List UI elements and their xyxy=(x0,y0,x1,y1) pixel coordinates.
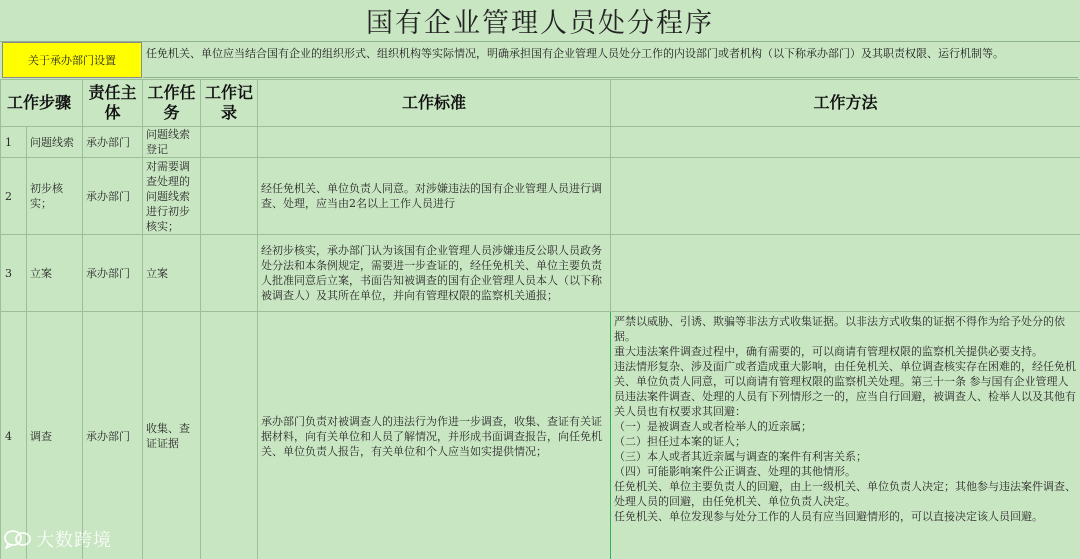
row-number[interactable]: 1 xyxy=(1,127,27,158)
subject-cell[interactable]: 承办部门 xyxy=(83,158,143,235)
record-cell[interactable] xyxy=(201,158,258,235)
row-number[interactable]: 3 xyxy=(1,235,27,312)
procedure-table xyxy=(0,79,1080,559)
method-line: （一）是被调查人或者检举人的近亲属； xyxy=(614,420,813,433)
method-line: （四）可能影响案件公正调查、处理的其他情形。 xyxy=(614,465,857,478)
department-setting-label[interactable]: 关于承办部门设置 xyxy=(2,42,142,78)
department-setting-text[interactable]: 任免机关、单位应当结合国有企业的组织形式、组织机构等实际情况，明确承担国有企业管理人员处分工作的内设部门或者机构（以下称承办部门）及其职责权限、运行机制等。 xyxy=(143,42,1078,78)
header-record[interactable]: 工作记录 xyxy=(201,80,258,127)
header-method[interactable]: 工作方法 xyxy=(611,80,1080,127)
method-line: 严禁以威胁、引诱、欺骗等非法方式收集证据。以非法方式收集的证据不得作为给予处分的依据。 xyxy=(614,315,1066,343)
method-line: 违法情形复杂、涉及面广或者造成重大影响，由任免机关、单位调查核实存在困难的，经任免机关、单位负责人同意，可以商请有管理权限的监察机关处理。第三十一条 参与国有企业管理人员违法案件调查、处理的人员有下列情形之一的，应当自行回避，被调查人、检举人以及其他有关人员也有权要求其回避： xyxy=(614,360,1077,418)
page-title: 国有企业管理人员处分程序 xyxy=(0,0,1080,42)
row-number[interactable]: 4 xyxy=(1,312,27,559)
standard-cell[interactable]: 承办部门负责对被调查人的违法行为作进一步调查，收集、查证有关证据材料，向有关单位和人员了解情况，并形成书面调查报告，向任免机关、单位负责人报告，有关单位和个人应当如实提供情况； xyxy=(258,312,611,559)
header-task[interactable]: 工作任务 xyxy=(143,80,201,127)
header-step[interactable]: 工作步骤 xyxy=(1,80,83,127)
method-line: 任免机关、单位主要负责人的回避，由上一级机关、单位负责人决定；其他参与违法案件调查、处理人员的回避，由任免机关、单位负责人决定。 xyxy=(614,480,1077,508)
method-cell[interactable] xyxy=(611,312,1080,559)
method-line: （三）本人或者其近亲属与调查的案件有利害关系； xyxy=(614,450,868,463)
record-cell[interactable] xyxy=(201,127,258,158)
table-row xyxy=(1,127,1080,158)
task-cell[interactable]: 对需要调查处理的问题线索进行初步核实； xyxy=(143,158,201,235)
subject-cell[interactable]: 承办部门 xyxy=(83,127,143,158)
method-cell[interactable] xyxy=(611,158,1080,235)
standard-cell[interactable]: 经初步核实，承办部门认为该国有企业管理人员涉嫌违反公职人员政务处分法和本条例规定，需要进一步查证的，经任免机关、单位主要负责人批准同意后立案，书面告知被调查的国有企业管理人员本人（以下称被调查人）及其所在单位，并向有管理权限的监察机关通报； xyxy=(258,235,611,312)
watermark-text: 大数跨境 xyxy=(36,530,112,551)
step-cell[interactable]: 调查 xyxy=(27,312,83,559)
method-line: （二）担任过本案的证人； xyxy=(614,435,747,448)
table-row xyxy=(1,312,1080,559)
record-cell[interactable] xyxy=(201,312,258,559)
table-row xyxy=(1,235,1080,312)
task-cell[interactable]: 问题线索登记 xyxy=(143,127,201,158)
row-number[interactable]: 2 xyxy=(1,158,27,235)
method-cell[interactable] xyxy=(611,235,1080,312)
table-row xyxy=(1,158,1080,235)
step-cell[interactable]: 初步核实； xyxy=(27,158,83,235)
method-cell[interactable] xyxy=(611,127,1080,158)
standard-cell[interactable]: 经任免机关、单位负责人同意。对涉嫌违法的国有企业管理人员进行调查、处理，应当由2名以上工作人员进行 xyxy=(258,158,611,235)
subject-cell[interactable]: 承办部门 xyxy=(83,235,143,312)
record-cell[interactable] xyxy=(201,235,258,312)
method-line: 重大违法案件调查过程中，确有需要的，可以商请有管理权限的监察机关提供必要支持。 xyxy=(614,345,1044,358)
header-standard[interactable]: 工作标准 xyxy=(258,80,611,127)
header-row xyxy=(1,80,1080,127)
task-cell[interactable]: 立案 xyxy=(143,235,201,312)
task-cell[interactable]: 收集、查证证据 xyxy=(143,312,201,559)
step-cell[interactable]: 问题线索 xyxy=(27,127,83,158)
header-subject[interactable]: 责任主体 xyxy=(83,80,143,127)
method-line: 任免机关、单位发现参与处分工作的人员有应当回避情形的，可以直接决定该人员回避。 xyxy=(614,510,1044,523)
watermark xyxy=(4,526,112,552)
chat-bubbles-icon xyxy=(4,529,32,549)
step-cell[interactable]: 立案 xyxy=(27,235,83,312)
subject-cell[interactable]: 承办部门 xyxy=(83,312,143,559)
standard-cell[interactable] xyxy=(258,127,611,158)
